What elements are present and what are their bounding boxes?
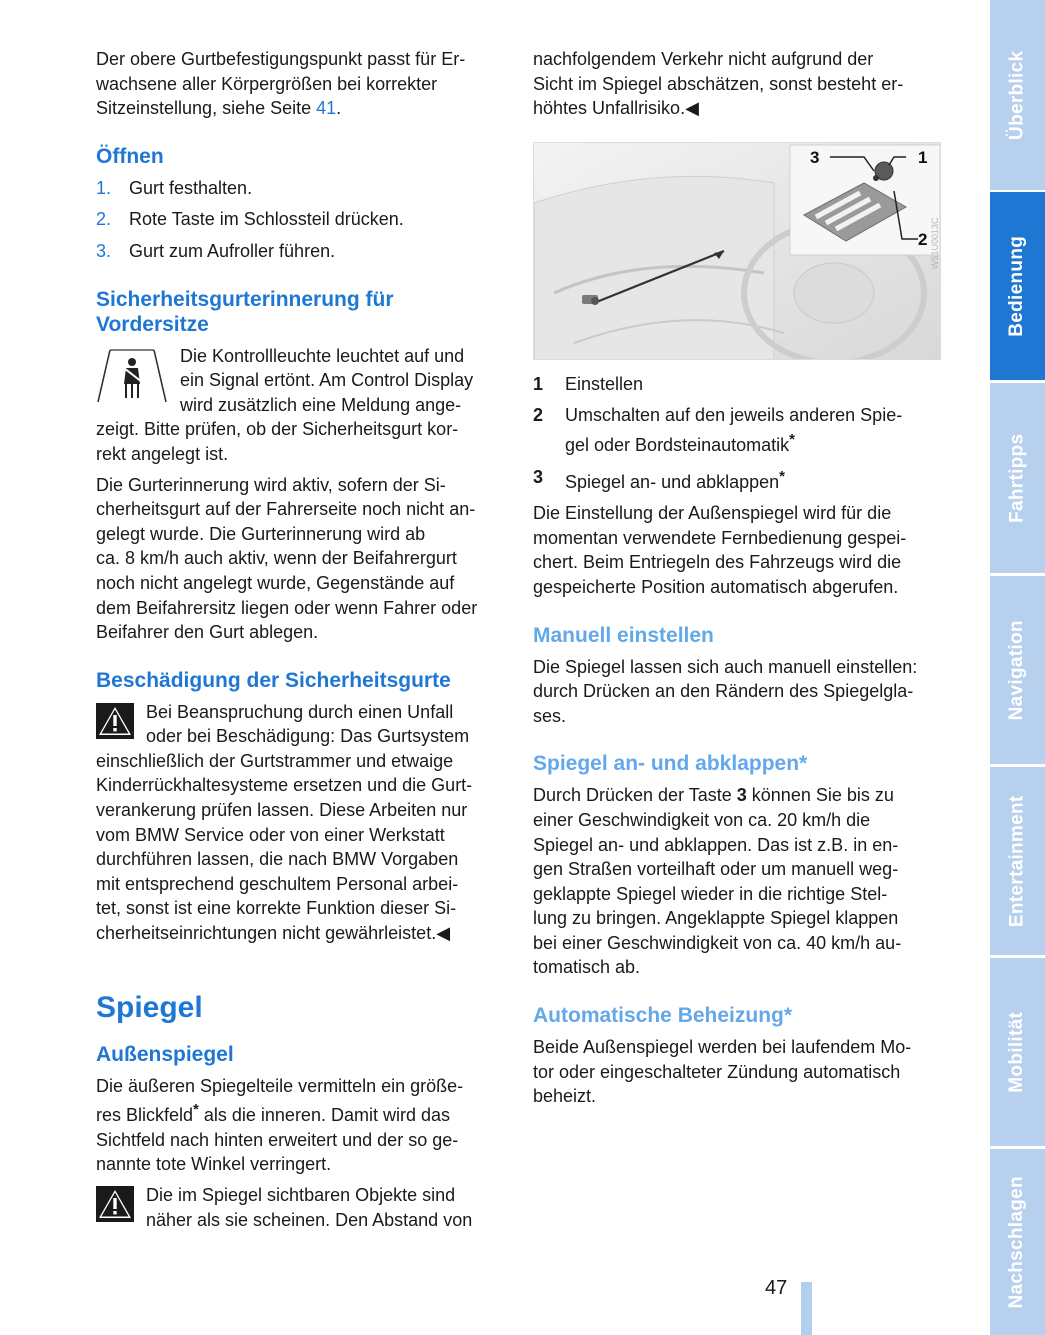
tab-ueberblick[interactable] [990,0,1045,190]
text-line: Die Gurterinnerung wird aktiv, sofern der Si- [96,474,446,495]
text-line: Durch Drücken der Taste [533,785,737,806]
text-line: wachsene aller Körpergrößen bei korrekter [96,73,438,94]
end-mark-icon: ◀ [685,98,699,119]
damage-warning-paragraph [96,700,500,946]
step-text: Gurt festhalten. [129,177,253,198]
tab-navigation[interactable] [990,576,1045,764]
text-line: Die äußeren Spiegelteile vermitteln ein größe- [96,1075,464,1096]
right-column [533,47,941,1115]
mirror-control-illustration [533,142,941,360]
heat-paragraph [533,1035,941,1109]
door-panel-drawing [534,143,941,360]
key-number: 3 [736,785,747,806]
text-line: ca. 8 km/h auch aktiv, wenn der Beifahrergurt [96,548,457,569]
end-mark-icon: ◀ [436,923,451,944]
text-line: nannte tote Winkel verringert. [96,1154,332,1175]
option-star: * [193,1101,199,1119]
text-line: gespeicherte Position automatisch abgerufen. [533,576,899,597]
figure-legend [533,372,941,494]
text-line: durchführen lassen, die nach BMW Vorgaben [96,849,459,870]
reminder-paragraph-2 [96,473,500,645]
list-item [96,239,500,264]
text-line: durch Drücken an den Rändern des Spiegelgla- [533,681,914,702]
steps-list [96,176,500,264]
intro-paragraph: Der obere Gurtbefestigungspunkt passt für Er- wachsene aller Körpergrößen bei korrekter Sitzeinstellung, siehe Seite 41. [96,49,466,119]
text-line: cherheitsgurt auf der Fahrerseite noch nicht an- [96,499,476,520]
text-line: cherheitseinrichtungen nicht gewährleistet. [96,923,437,944]
page-number: 47 [765,1277,788,1299]
text-line: tomatisch ab. [533,957,641,978]
list-item [533,465,941,495]
text-line: res Blickfeld [96,1105,194,1126]
continued-paragraph [533,47,941,121]
tab-bedienung[interactable] [990,192,1045,380]
heading-text: Spiegel an- und abklappen [533,752,800,776]
settings-paragraph [533,501,941,599]
text-line: Bei Beanspruchung durch einen Unfall [146,701,454,722]
warning-icon [96,700,134,746]
text-line: vom BMW Service oder von einer Werkstatt [96,824,445,845]
warning-icon [96,1183,134,1229]
text-line: Sitzeinstellung, siehe Seite [96,98,317,119]
tab-fahrtipps[interactable] [990,383,1045,573]
seatbelt-warning-icon [96,344,168,413]
text-line: Beifahrer den Gurt ablegen. [96,622,319,643]
legend-number: 2 [533,405,544,426]
chapter-heading-spiegel: Spiegel [96,990,203,1024]
section-heading-klappen [533,751,941,776]
text-line: einer Geschwindigkeit von ca. 20 km/h die [533,809,871,830]
page-marker-bar [801,1282,812,1335]
tab-label: Überblick [1006,50,1028,140]
section-heading-beheizung [533,1003,941,1028]
text-line: wird zusätzlich eine Meldung ange- [180,394,462,415]
step-text: Rote Taste im Schlossteil drücken. [129,209,404,230]
text-line: können Sie bis zu [746,785,894,806]
manual-paragraph [533,655,941,729]
option-star: * [789,430,795,448]
text-line: Die Kontrollleuchte leuchtet auf und [180,345,465,366]
legend-number: 1 [533,373,544,394]
text-line: Die Spiegel lassen sich auch manuell einstellen: [533,656,918,677]
heading-line: Vordersitze [96,312,209,336]
option-star: * [783,1004,793,1028]
tab-label: Mobilität [1006,1011,1028,1093]
legend-number: 3 [533,466,544,487]
step-number: 2. [96,209,112,230]
section-heading-oeffnen: Öffnen [96,144,164,168]
tab-label: Fahrtipps [1006,433,1028,523]
tab-mobilitaet[interactable] [990,958,1045,1146]
tab-label: Bedienung [1006,235,1028,337]
text-line: Spiegel an- und abklappen. Das ist z.B. in en- [533,834,899,855]
text-line: oder bei Beschädigung: Das Gurtsystem [146,726,470,747]
step-text: Gurt zum Aufroller führen. [129,240,336,261]
legend-text: Einstellen [565,373,644,394]
text-line: höhtes Unfallrisiko. [533,98,686,119]
legend-text: gel oder Bordsteinautomatik [565,434,790,455]
option-star: * [779,467,786,485]
callout-3: 3 [810,147,820,167]
text-line: tor oder eingeschalteter Zündung automatisch [533,1061,901,1082]
text-line: Kinderrückhaltesysteme ersetzen und die Gurt- [96,775,473,796]
text-line: mit entsprechend geschultem Personal arbei- [96,873,459,894]
text-line: gen Straßen vorteilhaft oder um manuell weg- [533,859,899,880]
reminder-paragraph [96,344,500,467]
text-line: Die Einstellung der Außenspiegel wird für die [533,503,892,524]
step-number: 3. [96,240,112,261]
left-column [96,47,500,1238]
heading-text: Automatische Beheizung [533,1004,784,1028]
text-line: noch nicht angelegt wurde, Gegenstände auf [96,572,455,593]
text-line: lung zu bringen. Angeklappte Spiegel klappen [533,908,899,929]
tab-entertainment[interactable] [990,767,1045,955]
text-line: beheizt. [533,1086,597,1107]
text-line: gelegt wurde. Die Gurterinnerung wird ab [96,523,426,544]
text-line: bei einer Geschwindigkeit von ca. 40 km/h au- [533,932,902,953]
text-line: verankerung prüfen lassen. Diese Arbeiten nur [96,800,468,821]
text-line: geklappte Spiegel wieder in die richtige Stel- [533,883,888,904]
list-item [96,176,500,201]
section-heading-beschaedigung: Beschädigung der Sicherheitsgurte [96,668,451,692]
tab-label: Navigation [1006,619,1028,721]
list-item [96,207,500,232]
figure-code: W51U0013C [930,217,940,269]
text-line: als die inneren. Damit wird das [198,1105,450,1126]
list-item [533,403,941,457]
legend-text: Umschalten auf den jeweils anderen Spie- [565,405,903,426]
text-line: einschließlich der Gurtstrammer und etwaige [96,750,454,771]
text-line: ein Signal ertönt. Am Control Display [180,370,474,391]
list-item [533,372,941,397]
text-line: tet, sonst ist eine korrekte Funktion dieser Si- [96,898,457,919]
tab-label: Nachschlagen [1006,1175,1028,1309]
text-line: zeigt. Bitte prüfen, ob der Sicherheitsgurt kor- [96,419,459,440]
fold-paragraph [533,783,941,980]
tab-nachschlagen[interactable] [990,1149,1045,1335]
text-line: Die im Spiegel sichtbaren Objekte sind [146,1185,456,1205]
text-line: näher als sie scheinen. Den Abstand von [146,1209,473,1230]
callout-2: 2 [918,229,928,249]
text-line: rekt angelegt ist. [96,443,229,464]
text-line: ses. [533,705,567,726]
mirror-warning-paragraph [96,1183,500,1232]
tab-label: Entertainment [1006,795,1028,927]
legend-text: Spiegel an- und abklappen [565,471,780,492]
text-line: Der obere Gurtbefestigungspunkt passt für Er- [96,49,466,69]
page-reference-link[interactable]: 41 [316,98,337,119]
text-line: dem Beifahrersitz liegen oder wenn Fahrer oder [96,597,478,618]
section-heading-aussenspiegel: Außenspiegel [96,1042,234,1066]
text-line: Sicht im Spiegel abschätzen, sonst besteht er- [533,73,904,94]
section-heading-manuell: Manuell einstellen [533,623,714,647]
text-line: nachfolgendem Verkehr nicht aufgrund der [533,49,874,69]
text-line: Sichtfeld nach hinten erweitert und der so ge- [96,1129,459,1150]
option-star: * [799,752,808,776]
text-line: chert. Beim Entriegeln des Fahrzeugs wird die [533,552,902,573]
text-line: Beide Außenspiegel werden bei laufendem Mo- [533,1037,912,1058]
chapter-tabs [990,0,1045,1335]
text-line: momentan verwendete Fernbedienung gespei- [533,527,907,548]
callout-1: 1 [918,147,928,167]
section-heading-gurterinnerung [96,287,500,337]
switch-small [582,295,599,305]
step-number: 1. [96,177,112,198]
heading-line: Sicherheitsgurterinnerung für [96,287,394,311]
aussen-paragraph [96,1074,500,1177]
